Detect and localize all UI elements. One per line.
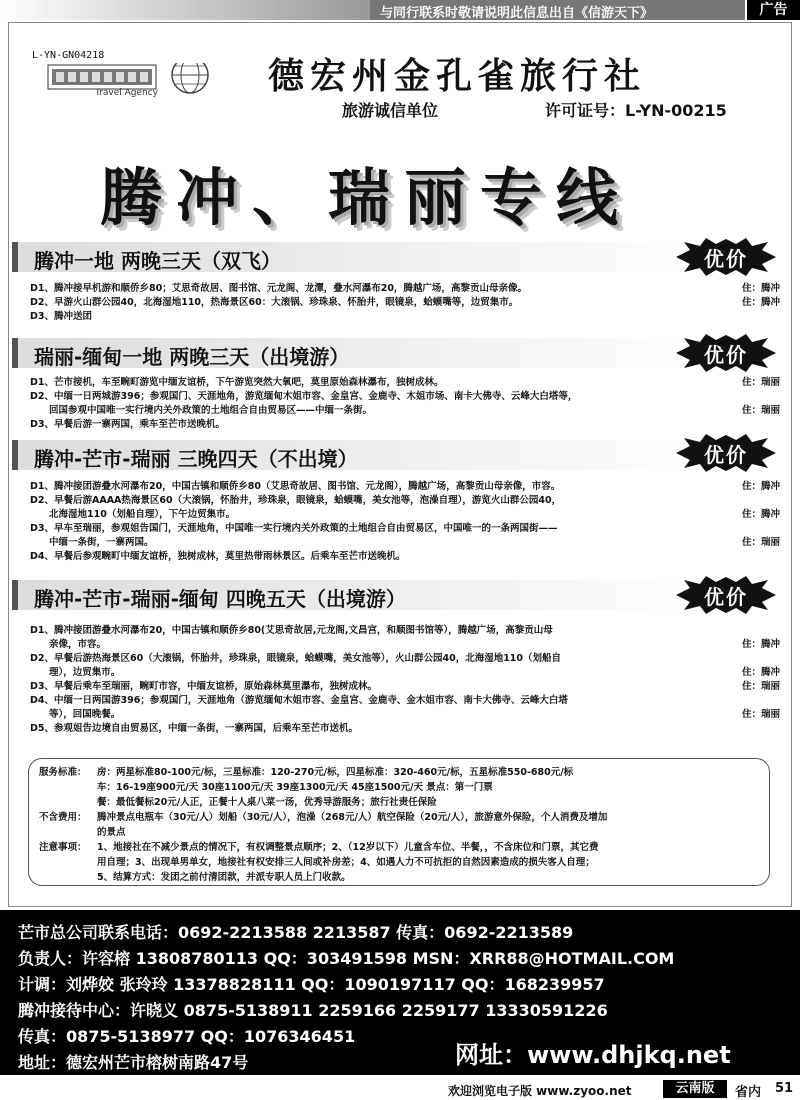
stay-location: 住：腾冲: [738, 480, 780, 494]
contact-line: 传真：0875-5138977 QQ：1076346451: [18, 1027, 356, 1046]
price-badge: [676, 238, 776, 276]
contact-block: [0, 910, 800, 1075]
stay-location: 住：瑞丽: [738, 708, 780, 722]
badge-label: 优价: [704, 585, 748, 609]
day-text: D1、芒市接机，车至畹町游览中缅友谊桥，下午游览突然大氧吧，莫里原始森林瀑布，独树成林。: [30, 377, 444, 388]
page-number: 51: [775, 1081, 794, 1096]
day-text: D3、早餐后游一寨两国，乘车至芒市送晚机。: [30, 419, 225, 430]
footer-welcome[interactable]: 欢迎浏览电子版 www.zyoo.net: [448, 1084, 632, 1098]
itinerary-day: [30, 282, 780, 296]
contact-line: 腾冲接待中心：许晓义 0875-5138911 2259166 2259177 13330591226: [18, 1001, 608, 1020]
day-text: D3、腾冲送团: [30, 311, 92, 322]
logo-code: L-YN-GN04218: [32, 50, 105, 61]
section-title: 瑞丽-缅甸一地 两晚三天（出境游）: [34, 345, 350, 369]
itinerary-3: [30, 480, 780, 564]
service-line: [39, 765, 759, 780]
itinerary-day: [30, 310, 780, 324]
banner-title: 腾冲、瑞丽专线: [100, 161, 633, 234]
day-text: D5、参观姐告边境自由贸易区，中缅一条街，一寨两国，后乘车至芒市送机。: [30, 723, 358, 734]
company-name: 德宏州金孔雀旅行社: [268, 55, 647, 97]
day-text: 等），回国晚餐。: [30, 709, 121, 720]
stay-location: 住：腾冲: [738, 638, 780, 652]
badge-label: 优价: [704, 443, 748, 467]
service-label: 服务标准：: [39, 767, 87, 778]
service-line: [39, 795, 759, 810]
itinerary-day: [30, 638, 780, 652]
badge-label: 优价: [704, 247, 748, 271]
price-badge: [676, 334, 776, 372]
area-label: 省内: [735, 1085, 762, 1100]
term-text: 的景点: [97, 827, 126, 838]
day-text: D1、腾冲接早机游和顺侨乡80；艾思奇故居、图书馆、元龙阁、龙潭，叠水河瀑布20，腾越广场，高黎贡山母亲像。: [30, 283, 527, 294]
day-text: D3、早车至瑞丽，参观姐告国门，天涯地角，中国唯一实行境内关外政策的土地组合自由贸易区，中国唯一的一条两国街——: [30, 523, 558, 534]
term-text: 1、地接社在不减少景点的情况下，有权调整景点顺序；2、（12岁以下）儿童含车位、半餐，，不含床位和门票，其它费: [97, 842, 599, 853]
day-text: 理），边贸集市。: [30, 667, 121, 678]
itinerary-day: [30, 624, 780, 638]
itinerary-day: [30, 652, 780, 666]
term-text: 腾冲景点电瓶车（30元/人）划船（30元/人），泡澡（268元/人）航空保险（20元/人），旅游意外保险，个人消费及增加: [97, 812, 608, 823]
section-title: 腾冲-芒市-瑞丽-缅甸 四晚五天（出境游）: [34, 587, 406, 611]
section-header-4: [12, 580, 712, 610]
itinerary-day: [30, 680, 780, 694]
source-notice: 与同行联系时敬请说明此信息出自《信游天下》: [380, 6, 654, 21]
page-footer: [0, 1078, 800, 1100]
term-text: 车：16-19座900元/天 30座1100元/天 39座1300元/天 45座1500元/天 景点：第一门票: [97, 782, 493, 793]
section-header-3: [12, 440, 712, 470]
stay-location: 住：腾冲: [738, 508, 780, 522]
excluded-label: 不含费用：: [39, 812, 87, 823]
itinerary-1: [30, 282, 780, 324]
stay-location: 住：瑞丽: [738, 404, 780, 418]
day-text: D2、早餐后游热海景区60（大滚锅，怀胎井，珍珠泉，眼镜泉，蛤蟆嘴，美女池等），火山群公园40，北海湿地110（划船自: [30, 653, 562, 664]
excluded-line: [39, 825, 759, 840]
itinerary-day: [30, 404, 780, 418]
route-banner: [100, 148, 700, 234]
itinerary-day: [30, 296, 780, 310]
day-text: D2、早游火山群公园40，北海湿地110，热海景区60：大滚锅、珍珠泉、怀胎井，眼镜泉，蛤蟆嘴等，边贸集市。: [30, 297, 519, 308]
stay-location: 住：瑞丽: [738, 376, 780, 390]
itinerary-day: [30, 418, 780, 432]
notes-line: [39, 870, 759, 885]
contact-line: 负责人：许容榕 13808780113 QQ：303491598 MSN：XRR88@HOTMAIL.COM: [18, 949, 675, 968]
strip-gradient: [0, 0, 370, 20]
terms-box: [28, 758, 770, 886]
term-text: 餐：最低餐标20元/人正，正餐十人桌八菜一汤，优秀导游服务；旅行社责任保险: [97, 797, 437, 808]
day-text: D3、早餐后乘车至瑞丽，畹町市容，中缅友谊桥，原始森林莫里瀑布，独树成林。: [30, 681, 377, 692]
term-text: 5、结算方式：发团之前付清团款，并派专职人员上门收款。: [97, 872, 351, 883]
stay-location: 住：腾冲: [738, 282, 780, 296]
term-text: 房：两星标准80-100元/标，三星标准：120-270元/标，四星标准：320-460元/标，五星标准550-680元/标: [97, 767, 574, 778]
section-title: 腾冲-芒市-瑞丽 三晚四天（不出境）: [34, 447, 358, 471]
itinerary-day: [30, 722, 780, 736]
section-header-2: [12, 338, 712, 368]
contact-line: 地址：德宏州芒市榕树南路47号: [18, 1053, 249, 1072]
day-text: 中缅一条街，一寨两国。: [30, 537, 154, 548]
day-text: 亲像，市容。: [30, 639, 107, 650]
notes-line: [39, 855, 759, 870]
top-notice-strip: [0, 0, 800, 20]
term-text: 用自理；3、出现单男单女，地接社有权安排三人间或补房差；4、如遇人力不可抗拒的自然因素造成的损失客人自理；: [97, 857, 595, 868]
ad-tag: 广告: [747, 0, 800, 20]
itinerary-day: [30, 494, 780, 508]
license-number: 许可证号：L-YN-00215: [545, 101, 727, 120]
stay-location: 住：瑞丽: [738, 536, 780, 550]
itinerary-day: [30, 390, 780, 404]
itinerary-day: [30, 480, 780, 494]
day-text: D1、腾冲接团游叠水河瀑布20，中国古镇和顺侨乡80（艾思奇故居、图书馆、元龙阁），腾越广场，高黎贡山母亲像，市容。: [30, 481, 561, 492]
itinerary-day: [30, 522, 780, 536]
itinerary-day: [30, 694, 780, 708]
day-text: D1、腾冲接团游叠水河瀑布20，中国古镇和顺侨乡80(艾思奇故居,元龙阁,文昌宫，和顺图书馆等），腾越广场，高黎贡山母: [30, 625, 553, 636]
day-text: D2、早餐后游AAAA热海景区60（大滚锅，怀胎井，珍珠泉，眼镜泉，蛤蟆嘴，美女池等，泡澡自理），游览火山群公园40，: [30, 495, 562, 506]
itinerary-2: [30, 376, 780, 432]
contact-line: 芒市总公司联系电话：0692-2213588 2213587 传真：0692-2213589: [18, 923, 574, 942]
price-badge: [676, 434, 776, 472]
itinerary-day: [30, 536, 780, 550]
day-text: D2、中缅一日两城游396；参观国门、天涯地角，游览缅甸木姐市容、金皇宫、金鹿寺、木姐市场、南卡大佛寺、云峰大白塔等，: [30, 391, 578, 402]
stay-location: 住：瑞丽: [738, 680, 780, 694]
website-link[interactable]: 网址：www.dhjkq.net: [455, 1041, 731, 1069]
day-text: D4、中缅一日两国游396；参观国门，天涯地角（游览缅甸木姐市容、金皇宫、金鹿寺、金木姐市容、南卡大佛寺、云峰大白塔: [30, 695, 568, 706]
contact-line: 计调：刘烨姣 张玲玲 13378828111 QQ：1090197117 QQ：168239957: [18, 975, 605, 994]
credit-unit: 旅游诚信单位: [342, 101, 439, 120]
day-text: 北海湿地110（划船自理），下午边贸集市。: [30, 509, 236, 520]
itinerary-day: [30, 376, 780, 390]
stay-location: 住：腾冲: [738, 666, 780, 680]
badge-label: 优价: [704, 343, 748, 367]
itinerary-day: [30, 550, 780, 564]
itinerary-day: [30, 708, 780, 722]
itinerary-4: [30, 624, 780, 736]
section-title: 腾冲一地 两晚三天（双飞）: [34, 249, 281, 273]
logo-subtitle: Travel Agency: [95, 88, 158, 98]
day-text: D4、早餐后参观畹町中缅友谊桥，独树成林，莫里热带雨林景区。后乘车至芒市送晚机。: [30, 551, 406, 562]
edition-tag: 云南版: [663, 1080, 727, 1098]
price-badge: [676, 576, 776, 614]
notes-label: 注意事项：: [39, 842, 87, 853]
service-line: [39, 780, 759, 795]
itinerary-day: [30, 508, 780, 522]
excluded-line: [39, 810, 759, 825]
notes-line: [39, 840, 759, 855]
stay-location: 住：腾冲: [738, 296, 780, 310]
day-text: 回国参观中国唯一实行境内关外政策的土地组合自由贸易区——中缅一条街。: [30, 405, 373, 416]
itinerary-day: [30, 666, 780, 680]
section-header-1: [12, 242, 712, 272]
